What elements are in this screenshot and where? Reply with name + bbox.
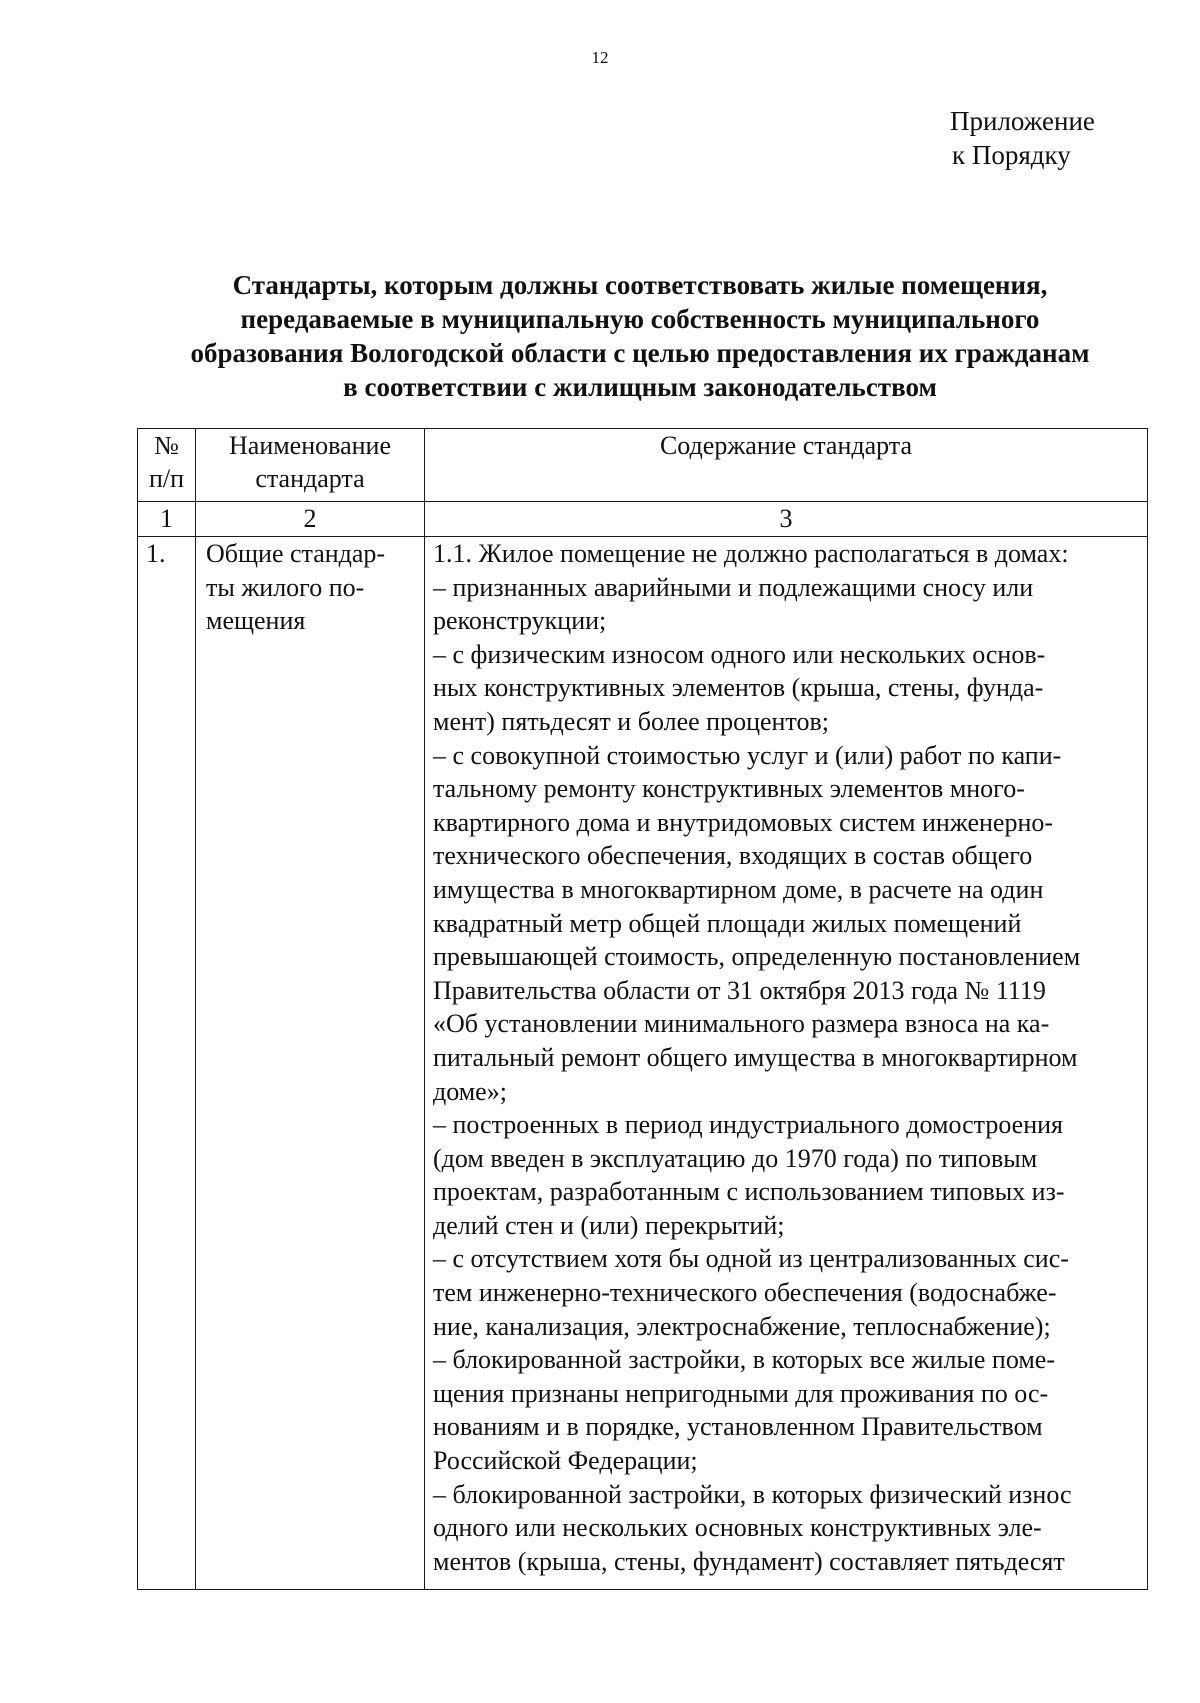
standard-name-line: ты жилого по- [206,572,365,602]
column-number: 3 [425,502,1148,537]
standard-name [196,537,425,1590]
content-line: ние, канализация, электроснабжение, теплоснабжение); [433,1311,1051,1341]
column-number-row [138,502,1148,537]
column-number: 1 [138,502,196,537]
content-line: реконструкции; [433,606,607,636]
header-content: Содержание стандарта [425,429,1148,502]
column-number: 2 [196,502,425,537]
content-line: ных конструктивных элементов (крыша, стены, фунда- [433,673,1044,703]
content-line: имущества в многоквартирном доме, в расчете на один [433,874,1044,904]
title-line: образования Вологодской области с целью предоставления их гражданам [190,338,1090,368]
title-line: Стандарты, которым должны соответствовать жилые помещения, [232,270,1048,300]
header-number: № п/п [138,429,196,502]
content-line: ментов (крыша, стены, фундамент) составляет пятьдесят [433,1546,1065,1576]
content-line: квадратный метр общей площади жилых помещений [433,908,1022,938]
content-line: Правительства области от 31 октября 2013 года № 1119 [433,975,1046,1005]
standard-content [425,537,1148,1590]
standard-name-line: мещения [206,606,306,636]
appendix-note [950,104,1095,172]
content-line: – блокированной застройки, в которых физический износ [433,1479,1072,1509]
content-line: доме»; [433,1076,507,1106]
content-line: – блокированной застройки, в которых все жилые поме- [433,1345,1055,1375]
content-line: проектам, разработанным с использованием типовых из- [433,1177,1065,1207]
content-line: щения признаны непригодными для проживания по ос- [433,1378,1049,1408]
content-line: делий стен и (или) перекрытий; [433,1210,785,1240]
appendix-line-1: Приложение [950,106,1095,136]
row-number: 1. [138,537,196,1590]
content-line: превышающей стоимость, определенную постановлением [433,942,1081,972]
content-line: – построенных в период индустриального домостроения [433,1110,1063,1140]
content-line: – признанных аварийными и подлежащими сносу или [433,572,1034,602]
content-line: – с физическим износом одного или нескольких основ- [433,639,1046,669]
appendix-line-2: к Порядку [952,140,1071,170]
header-name: Наименование стандарта [196,429,425,502]
content-line: – с отсутствием хотя бы одной из централизованных сис- [433,1244,1069,1274]
content-line: мент) пятьдесят и более процентов; [433,706,829,736]
content-line: тальному ремонту конструктивных элементов много- [433,774,1025,804]
document-title [140,268,1140,404]
title-line: в соответствии с жилищным законодательством [343,372,937,402]
content-line: одного или нескольких основных конструктивных эле- [433,1513,1042,1543]
content-line: нованиям и в порядке, установленном Правительством [433,1412,1043,1442]
content-line: квартирного дома и внутридомовых систем инженерно- [433,807,1054,837]
standards-table [137,428,1148,1590]
content-line: (дом введен в эксплуатацию до 1970 года) по типовым [433,1143,1038,1173]
content-line: питальный ремонт общего имущества в многоквартирном [433,1042,1078,1072]
content-line: «Об установлении минимального размера взноса на ка- [433,1009,1050,1039]
table-header-row [138,429,1148,502]
content-line: технического обеспечения, входящих в состав общего [433,841,1033,871]
table-row [138,537,1148,1590]
content-line: – с совокупной стоимостью услуг и (или) работ по капи- [433,740,1062,770]
content-line: тем инженерно-технического обеспечения (водоснабже- [433,1278,1057,1308]
title-line: передаваемые в муниципальную собственность муниципального [240,304,1040,334]
content-line: 1.1. Жилое помещение не должно располагаться в домах: [433,539,1069,568]
content-line: Российской Федерации; [433,1446,698,1476]
page-number: 12 [591,48,609,67]
standard-name-line: Общие стандар- [206,539,386,568]
